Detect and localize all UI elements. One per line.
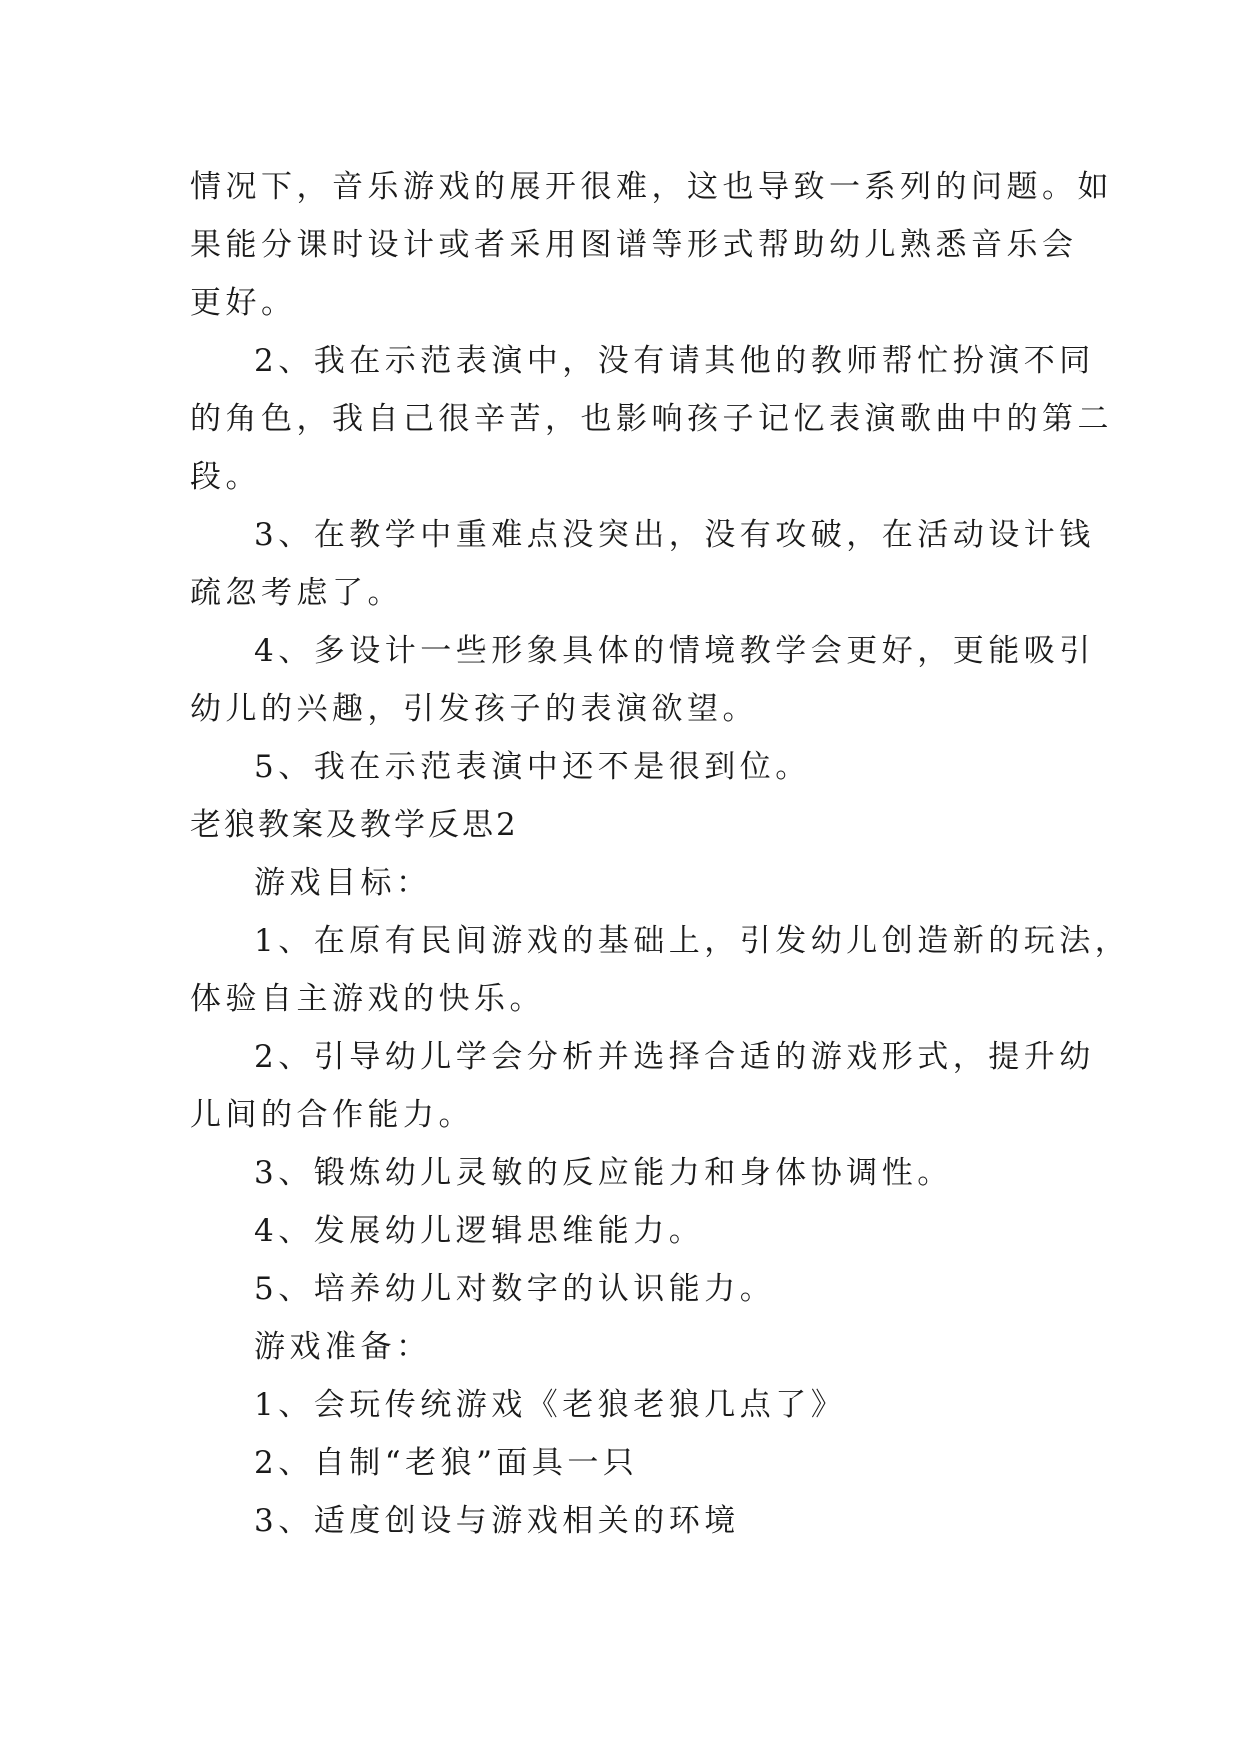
text-line: 3、在教学中重难点没突出，没有攻破，在活动设计钱 [254, 517, 1095, 553]
text-line: 更好。 [190, 285, 297, 321]
text-line: 儿间的合作能力。 [190, 1097, 474, 1133]
list-item: 1、在原有民间游戏的基础上，引发幼儿创造新的玩法， [254, 923, 1131, 959]
subsection-label: 游戏准备： [254, 1329, 432, 1365]
text-line: 情况下，音乐游戏的展开很难，这也导致一系列的问题。如 [190, 169, 1113, 205]
list-item: 5、培养幼儿对数字的认识能力。 [254, 1271, 776, 1307]
text-line: 果能分课时设计或者采用图谱等形式帮助幼儿熟悉音乐会 [190, 227, 1078, 263]
text-line: 体验自主游戏的快乐。 [190, 981, 545, 1017]
text-line: 幼儿的兴趣，引发孩子的表演欲望。 [190, 691, 758, 727]
list-item: 3、适度创设与游戏相关的环境 [254, 1503, 740, 1539]
document-body [190, 158, 1131, 1550]
text-line: 的角色，我自己很辛苦，也影响孩子记忆表演歌曲中的第二 [190, 401, 1113, 437]
text-line: 2、我在示范表演中，没有请其他的教师帮忙扮演不同 [254, 343, 1095, 379]
text-line: 5、我在示范表演中还不是很到位。 [254, 749, 811, 785]
list-item: 4、发展幼儿逻辑思维能力。 [254, 1213, 705, 1249]
text-line: 疏忽考虑了。 [190, 575, 403, 611]
list-item: 1、会玩传统游戏《老狼老狼几点了》 [254, 1387, 847, 1423]
text-line: 段。 [190, 459, 261, 495]
list-item: 2、自制“老狼”面具一只 [254, 1445, 639, 1481]
list-item: 2、引导幼儿学会分析并选择合适的游戏形式，提升幼 [254, 1039, 1095, 1075]
subsection-label: 游戏目标： [254, 865, 432, 901]
section-heading: 老狼教案及教学反思2 [190, 807, 519, 843]
text-line: 4、多设计一些形象具体的情境教学会更好，更能吸引 [254, 633, 1095, 669]
list-item: 3、锻炼幼儿灵敏的反应能力和身体协调性。 [254, 1155, 953, 1191]
